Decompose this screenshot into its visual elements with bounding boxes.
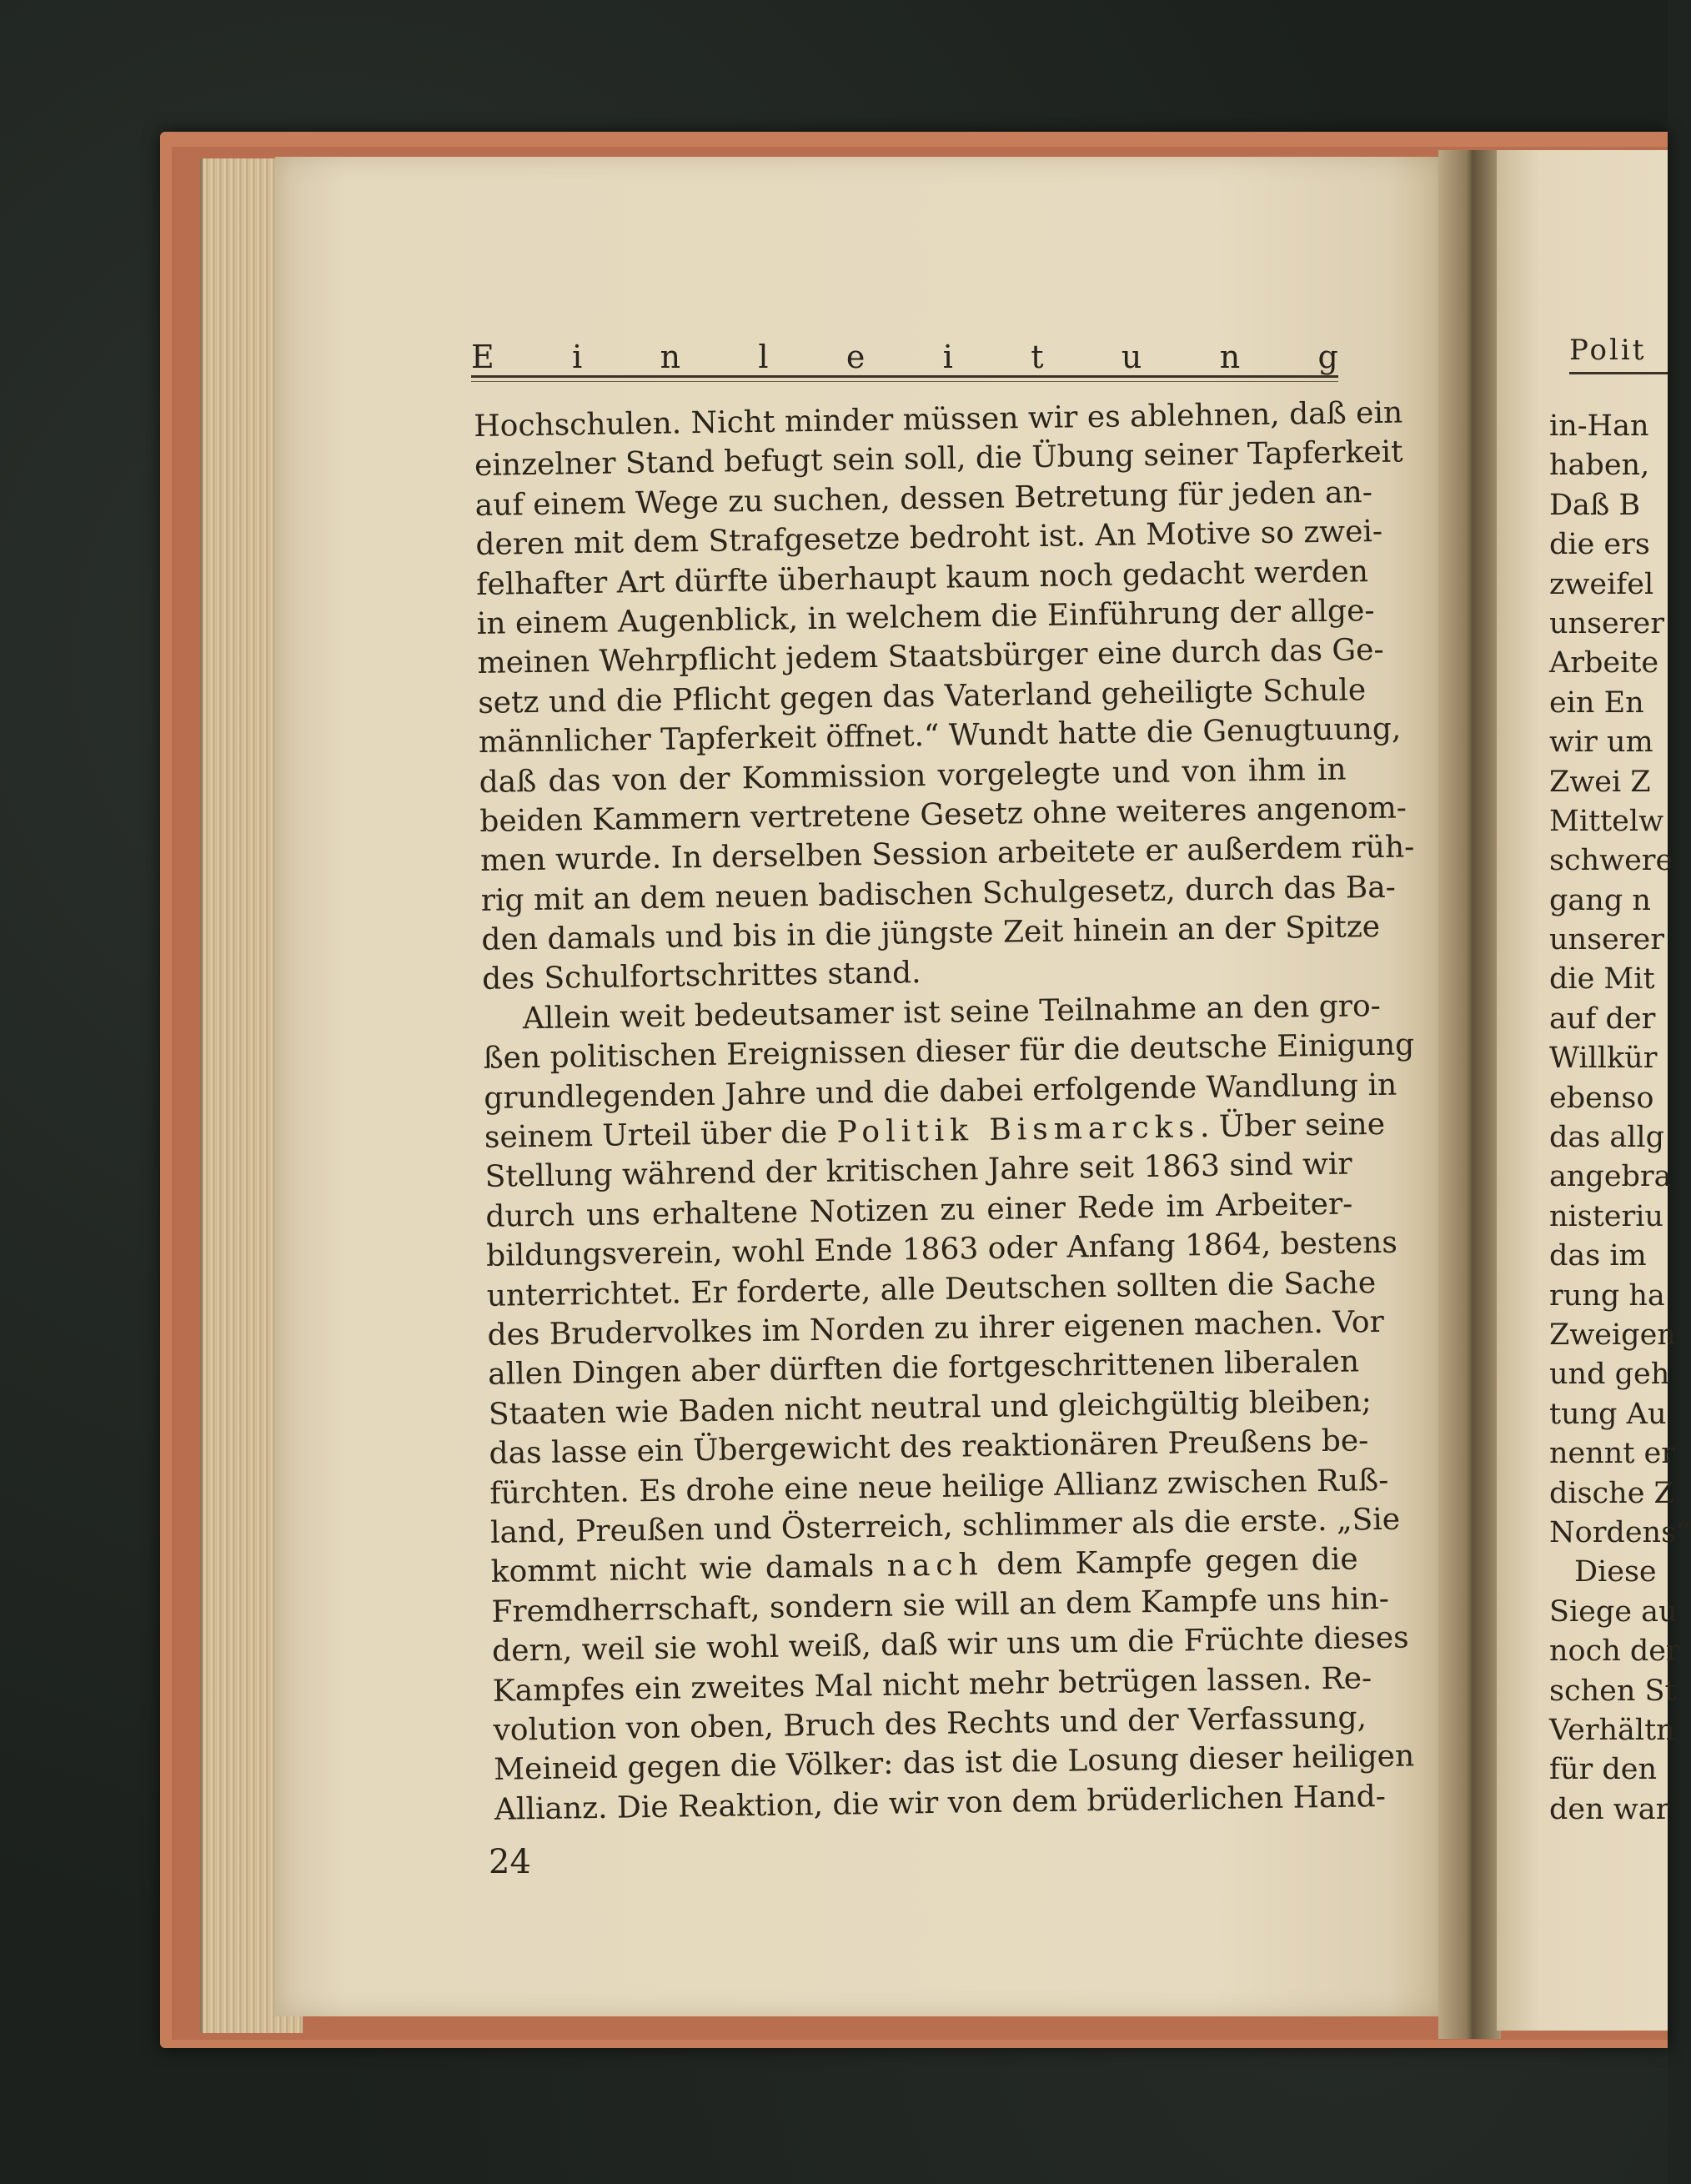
text-line: allen Dingen aber dürften die fortgeschrittenen liberalen [487,1344,1360,1393]
text-line: Allein weit bedeutsamer ist seine Teilnahme an den gro- [522,988,1382,1037]
right-text-line: haben, [1549,449,1650,483]
text-fragment: kommt nicht wie damals [490,1549,888,1590]
right-text-line: Zwei Z [1549,765,1651,799]
right-text-line: Willkür [1549,1042,1658,1076]
running-head-letter: u [1121,339,1142,375]
right-text-line: Zweigen [1549,1318,1676,1352]
right-text-line: Mittelw [1549,804,1664,838]
right-text-line: Arbeite [1549,646,1659,680]
right-text-line: noch der [1549,1634,1680,1669]
text-line: ßen politischen Ereignissen dieser für die deutsche Einigung [483,1027,1415,1077]
text-line: unterrichtet. Er forderte, alle Deutschen sollten die Sache [486,1265,1377,1313]
text-line: daß das von der Kommission vorgelegte und von ihm in [479,752,1347,800]
body-text [474,394,1415,1830]
text-line: felhafter Art dürfte überhaupt kaum noch gedacht werden [475,554,1369,602]
text-line: des Schulfortschrittes stand. [481,956,921,997]
text-line: meinen Wehrpflicht jedem Staatsbürger eine durch das Ge- [477,633,1384,681]
text-line: bildungsverein, wohl Ende 1863 oder Anfang 1864, bestens [485,1225,1398,1274]
right-text-line: und geh [1549,1358,1670,1392]
right-text-line: schwere [1549,844,1673,878]
right-text-line: das allg [1549,1121,1665,1155]
right-text-line: angebra [1549,1160,1672,1194]
text-line: männlicher Tapferkeit öffnet.“ Wundt hatte die Genugtuung, [478,711,1402,761]
book-gutter [1438,150,1501,2039]
text-line: auf einem Wege zu suchen, dessen Betretung für jeden an- [474,474,1373,523]
right-text-line: die Mit [1549,962,1655,997]
right-text-line: in-Han [1549,409,1649,443]
emphasized-text: Politik Bismarcks [836,1110,1201,1150]
right-text-line: schen St [1549,1674,1677,1708]
right-text-line: ein En [1549,685,1644,720]
right-text-line: Diese [1574,1555,1657,1589]
text-line: men wurde. In derselben Session arbeitete er außerdem rüh- [479,830,1415,879]
page-number: 24 [489,1843,531,1881]
right-text-line: die ers [1549,528,1650,562]
right-text-line: Siege au [1549,1594,1678,1629]
right-text-line: nennt er [1549,1437,1675,1471]
text-line: Stellung während der kritischen Jahre seit 1863 sind wir [484,1147,1352,1195]
running-head [471,335,1338,375]
right-text-line: dische Z [1549,1476,1674,1510]
right-text-line: zweifel [1549,567,1654,601]
text-line: setz und die Pflicht gegen das Vaterland geheiligte Schule [477,672,1367,720]
running-head-letter: n [1219,339,1241,375]
running-head-rule [471,375,1338,378]
running-head-letter: l [758,339,769,375]
right-text-line: rung ha [1549,1278,1665,1313]
running-head-letter: i [942,339,953,375]
right-text-line: nisteriu [1549,1199,1663,1233]
text-line: deren mit dem Strafgesetze bedroht ist. An Motive so zwei- [475,515,1383,563]
right-text-line: unserer [1549,923,1664,957]
running-head-letter: i [572,339,583,375]
right-running-head: Polit [1569,334,1647,367]
text-line: in einem Augenblick, in welchem die Einführung der allge- [476,593,1375,641]
right-text-line: den war [1549,1792,1670,1826]
running-head-letter: g [1317,339,1338,375]
text-line: Fremdherrschaft, sondern sie will an dem Kampfe uns hin- [491,1581,1390,1629]
text-line: Staaten wie Baden nicht neutral und gleichgültig bleiben; [488,1383,1372,1432]
right-text-line: auf der [1549,1002,1656,1036]
right-text-line: Daß B [1549,488,1641,522]
text-line: durch uns erhaltene Notizen zu einer Rede im Arbeiter- [485,1187,1353,1234]
right-body-text [1549,407,1691,1830]
right-text-line: tung Au [1549,1397,1667,1431]
text-line: dern, weil sie wohl weiß, daß wir uns um die Früchte dieses [491,1620,1409,1669]
text-line: des Brudervolkes im Norden zu ihrer eigenen machen. Vor [487,1304,1385,1353]
text-line: volution von oben, Bruch des Rechts und der Verfassung, [493,1700,1367,1748]
right-text-line: ebenso [1549,1081,1654,1115]
text-line: Kampfes ein zweites Mal nicht mehr betrügen lassen. Re- [492,1660,1372,1709]
text-line: fürchten. Es drohe eine neue heilige Allianz zwischen Ruß- [489,1463,1389,1511]
text-line: Meineid gegen die Völker: das ist die Losung dieser heiligen [493,1739,1415,1788]
text-line: Allianz. Die Reaktion, die wir von dem brüderlichen Hand- [494,1779,1387,1827]
text-fragment: . Über seine [1199,1107,1386,1145]
text-fragment: dem Kampfe gegen die [983,1542,1358,1583]
running-head-letter: t [1031,339,1044,375]
right-text-line: gang n [1549,883,1651,917]
right-text-line: Nordens“ [1549,1515,1691,1549]
right-text-line: wir um [1549,725,1653,760]
text-line: Hochschulen. Nicht minder müssen wir es ablehnen, daß ein [474,395,1403,444]
right-text-line: das im [1549,1239,1647,1273]
text-fragment: seinem Urteil über die [484,1115,837,1155]
running-head-letter: e [846,339,866,375]
text-line: grundlegenden Jahre und die dabei erfolgende Wandlung in [483,1067,1397,1116]
right-text-line: für den [1549,1753,1658,1787]
running-head-letter: n [660,339,681,375]
text-line: den damals und bis in die jüngste Zeit hinein an der Spitze [481,910,1381,958]
text-line: land, Preußen und Österreich, schlimmer als die erste. „Sie [489,1502,1401,1550]
right-text-line: Verhältn [1549,1713,1675,1747]
text-line: das lasse ein Übergewicht des reaktionären Preußens be- [489,1423,1369,1472]
text-line: beiden Kammern vertretene Gesetz ohne weiteres angenom- [479,791,1407,839]
emphasized-text: nach [886,1548,985,1584]
text-line: rig mit an dem neuen badischen Schulgesetz, durch das Ba- [480,870,1397,918]
running-head-rule-thin [471,381,1338,382]
running-head-letter: E [471,339,494,375]
text-line: einzelner Stand befugt sein soll, die Übung seiner Tapferkeit [474,434,1403,484]
right-text-line: unserer [1549,606,1664,640]
right-running-head-rule [1569,372,1668,374]
